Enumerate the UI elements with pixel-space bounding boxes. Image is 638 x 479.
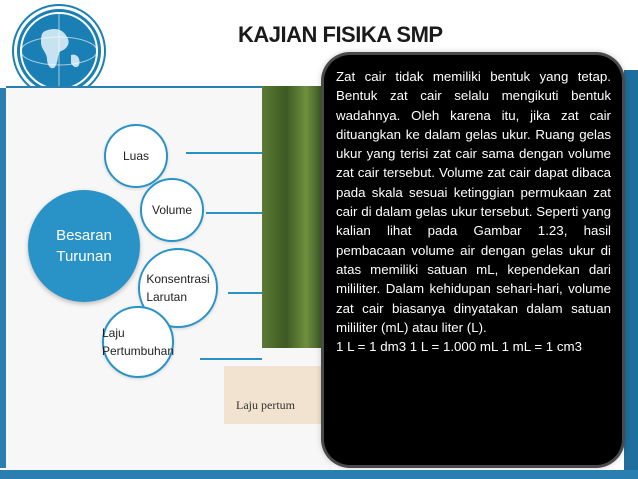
node-konsentrasi-label: Konsentrasi [146,272,210,286]
globe-logo-icon [14,6,104,96]
connector-line [200,358,262,360]
bottom-accent-bar [0,470,638,479]
connector-line [206,212,262,214]
node-luas-label: Luas [122,149,150,163]
center-node-line2: Turunan [56,248,112,265]
text-paragraph: Zat cair tidak memiliki bentuk yang tetap. Bentuk zat cair selalu mengikuti bentuk wadahnya. Oleh karena itu, jika zat cair dituangkan ke dalam gelas ukur. Ruang gelas ukur yang terisi zat cair sama dengan volume zat cair tersebut. Volume zat cair dapat dibaca pada skala sesuai ketinggian permukaan zat cair di dalam gelas ukur tersebut. Seperti yang kalian lihat pada Gambar 1.23, hasil pembacaan volume air dengan gelas ukur di atas memiliki satuan mL, kependekan dari mililiter. Dalam kehidupan sehari-hari, volume zat cair biasanya dinyatakan dalam satuan mililiter (mL) atau liter (L). [336,69,611,335]
globe-icon [17,9,101,93]
node-luas [104,124,168,188]
node-laju-label: Laju [101,326,125,340]
node-pertumbuhan-label: Pertumbuhan [101,344,175,358]
connector-line [228,292,262,294]
text-callout-content [336,67,611,356]
node-volume [140,178,204,242]
center-node-besaran-turunan [28,190,140,302]
text-formula: 1 L = 1 dm3 1 L = 1.000 mL 1 mL = 1 cm3 [336,339,583,355]
center-node-line1: Besaran [56,227,112,244]
connector-line [186,152,262,154]
node-laju-pertumbuhan [102,306,174,378]
page-title: KAJIAN FISIKA SMP [238,22,443,47]
right-accent-strip [624,70,638,470]
node-larutan-label: Larutan [146,290,188,304]
node-volume-label: Volume [151,203,193,217]
text-callout [324,55,622,465]
figure-caption: Laju pertum [236,398,295,412]
